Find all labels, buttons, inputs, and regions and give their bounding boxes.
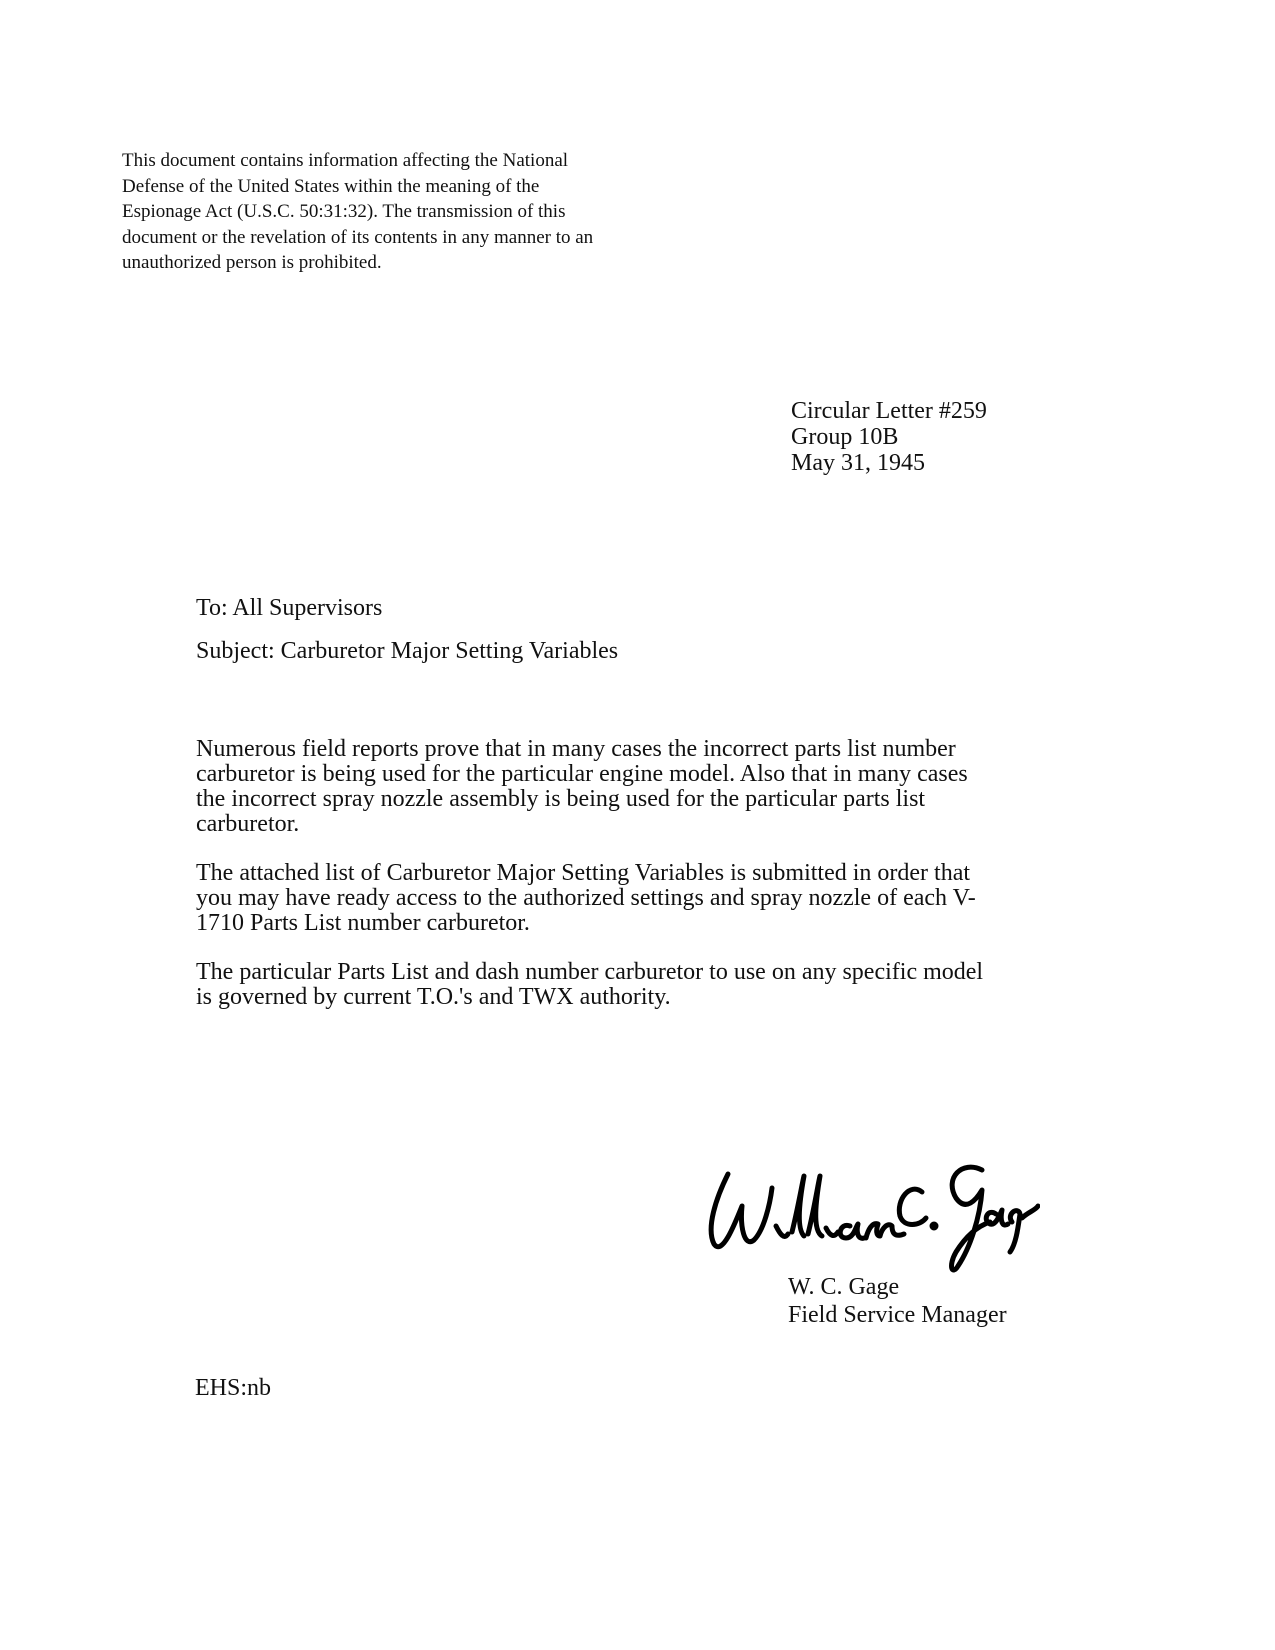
handwritten-signature [700, 1148, 1040, 1288]
body-paragraph-3: The particular Parts List and dash number carburetor to use on any specific model is governed by current T.O.'s and TWX authority. [196, 959, 984, 1010]
letter-body [196, 737, 1026, 1034]
circular-letter-number: Circular Letter #259 [791, 398, 987, 424]
group-label: Group 10B [791, 424, 899, 450]
recipient-line: To: All Supervisors [196, 595, 383, 621]
reference-initials: EHS:nb [195, 1375, 272, 1401]
body-paragraph-2: The attached list of Carburetor Major Setting Variables is submitted in order that you may have ready access to the authorized settings and spray nozzle of each V- 1710 Parts List number carburetor. [196, 860, 976, 936]
signer-title: Field Service Manager [788, 1302, 1007, 1328]
security-notice: This document contains information affecting the National Defense of the United States within the meaning of the Espionage Act (U.S.C. 50:31:32). The transmission of this document or the revelation of its contents in any manner to an unauthorized person is prohibited. [122, 150, 594, 273]
letter-date: May 31, 1945 [791, 450, 925, 476]
signer-name: W. C. Gage [788, 1274, 900, 1300]
signer-block [788, 1273, 1007, 1329]
letter-header [791, 398, 987, 476]
body-paragraph-1: Numerous field reports prove that in many cases the incorrect parts list number carburetor is being used for the particular engine model. Also that in many cases the incorrect spray nozzle assembly is being used for the particular parts list carburetor. [196, 736, 968, 837]
subject-line: Subject: Carburetor Major Setting Variables [196, 638, 619, 664]
